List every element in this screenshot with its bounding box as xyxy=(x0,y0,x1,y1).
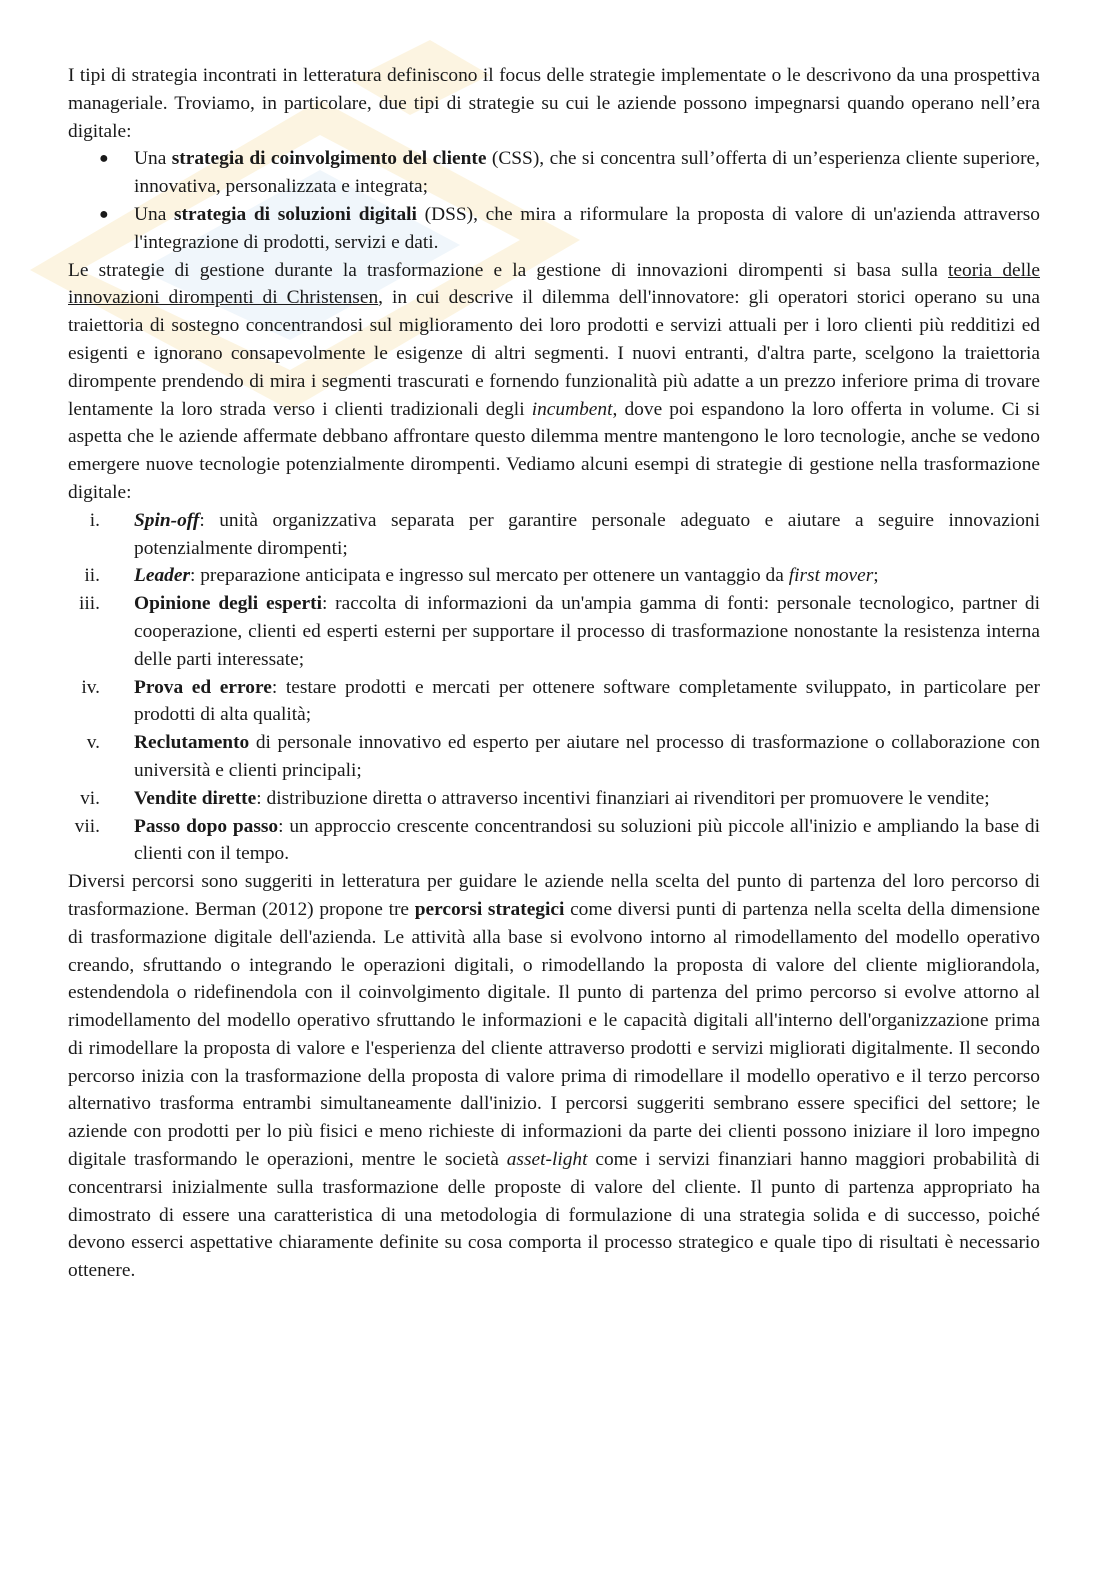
bullet-icon: ● xyxy=(99,150,109,168)
intro-paragraph: I tipi di strategia incontrati in letteratura definiscono il focus delle strategie implementate o le descrivono da una prospettiva manageriale. Troviamo, in particolare, due tipi di strategie su cui le aziende possono impegnarsi quando operano nell’era digitale: xyxy=(68,65,1040,142)
strategy-types-list xyxy=(68,145,1040,256)
list-item: vi. Vendite dirette: distribuzione diretta o attraverso incentivi finanziari ai rivenditori per promuovere le vendite; xyxy=(80,787,990,809)
term-bold: percorsi strategici xyxy=(414,898,565,920)
list-item: iv. Prova ed errore: testare prodotti e mercati per ottenere software completamente sviluppato, in particolare per prodotti di alta qualità; xyxy=(81,676,1040,726)
term-bold: strategia di coinvolgimento del cliente xyxy=(171,148,487,170)
list-item: ● Una strategia di soluzioni digitali (DSS), che mira a riformulare la proposta di valore di un'azienda attraverso l'integrazione di prodotti, servizi e dati. xyxy=(68,201,1040,257)
bullet-icon: ● xyxy=(99,205,109,223)
document-page xyxy=(68,62,1040,1285)
term-bold: strategia di soluzioni digitali xyxy=(174,203,417,225)
berman-paragraph: Diversi percorsi sono suggeriti in letteratura per guidare le aziende nella scelta del punto di partenza del loro percorso di trasformazione. Berman (2012) propone tre percorsi strategici come diversi punti di partenza nella scelta della dimensione di trasformazione digitale dell'azienda. Le attività alla base si evolvono intorno al rimodellamento del modello operativo creando, sfruttando o integrando le operazioni digitali, o rimodellando la proposta di valore del cliente migliorandola, estendendola o ridefinendola con il coinvolgimento digitale. Il punto di partenza del primo percorso si evolve attorno al rimodellamento del modello operativo sfruttando le informazioni e le capacità digitali all'interno dell'organizzazione prima di rimodellare la proposta di valore e l'esperienza del cliente attraverso prodotti e servizi migliorati digitalmente. Il secondo percorso inizia con la trasformazione della proposta di valore prima di rimodellare il modello operativo e il terzo percorso alternativo trasforma entrambi simultaneamente dall'inizio. I percorsi suggeriti sembrano essere specifici del settore; le aziende con prodotti per lo più fisici e meno richieste di informazioni da parte dei clienti possono iniziare il loro impegno digitale trasformando le operazioni, mentre le società asset-light come i servizi finanziari hanno maggiori probabilità di concentrarsi inizialmente sulla trasformazione delle proposte di valore del cliente. Il punto di partenza appropriato ha dimostrato di essere una caratteristica di una metodologia di formulazione di una strategia solida e di successo, poiché devono esserci aspettative chiaramente definite su cosa comporta il processo strategico e quale tipo di risultati è necessario ottenere. xyxy=(68,871,1040,1282)
list-item: i. Spin-off: unità organizzativa separata per garantire personale adeguato e aiutare a seguire innovazioni potenzialmente dirompenti; xyxy=(89,509,1040,559)
management-strategies-list xyxy=(68,507,1040,868)
list-item: v. Reclutamento di personale innovativo ed esperto per aiutare nel processo di trasformazione o collaborazione con università e clienti principali; xyxy=(86,732,1040,781)
list-item: ● Una strategia di coinvolgimento del cliente (CSS), che si concentra sull’offerta di un’esperienza cliente superiore, innovativa, personalizzata e integrata; xyxy=(68,145,1040,201)
incumbent-term: incumbent xyxy=(531,398,613,420)
list-item: ii. Leader: preparazione anticipata e ingresso sul mercato per ottenere un vantaggio da first mover; xyxy=(84,565,879,587)
list-item: vii. Passo dopo passo: un approccio crescente concentrandosi su soluzioni più piccole all'inizio e ampliando la base di clienti con il tempo. xyxy=(74,815,1041,865)
asset-light-term: asset-light xyxy=(506,1149,588,1171)
christensen-theory-link[interactable]: teoria delle innovazioni dirompenti di Christensen xyxy=(68,259,1040,309)
list-item: iii. Opinione degli esperti: raccolta di informazioni da un'ampia gamma di fonti: personale tecnologico, partner di cooperazione, clienti ed esperti esterni per supportare il processo di trasformazione nonostante la resistenza interna delle parti interessate; xyxy=(78,593,1040,670)
christensen-paragraph: Le strategie di gestione durante la trasformazione e la gestione di innovazioni dirompenti si basa sulla teoria delle innovazioni dirompenti di Christensen, in cui descrive il dilemma dell'innovatore: gli operatori storici operano su una traiettoria di sostegno concentrandosi sul miglioramento dei loro prodotti e servizi attuali per i loro clienti più redditizi ed esigenti e ignorano consapevolmente le esigenze di altri segmenti. I nuovi entranti, d'altra parte, scelgono la traiettoria dirompente prendendo di mira i segmenti trascurati e fornendo funzionalità più adatte a un prezzo inferiore prima di trovare lentamente la loro strada verso i clienti tradizionali degli incumbent, dove poi espandono la loro offerta in volume. Ci si aspetta che le aziende affermate debbano affrontare questo dilemma mentre mantengono le loro tecnologie, anche se vedono emergere nuove tecnologie potenzialmente dirompenti. Vediamo alcuni esempi di strategie di gestione nella trasformazione digitale: xyxy=(68,259,1040,503)
